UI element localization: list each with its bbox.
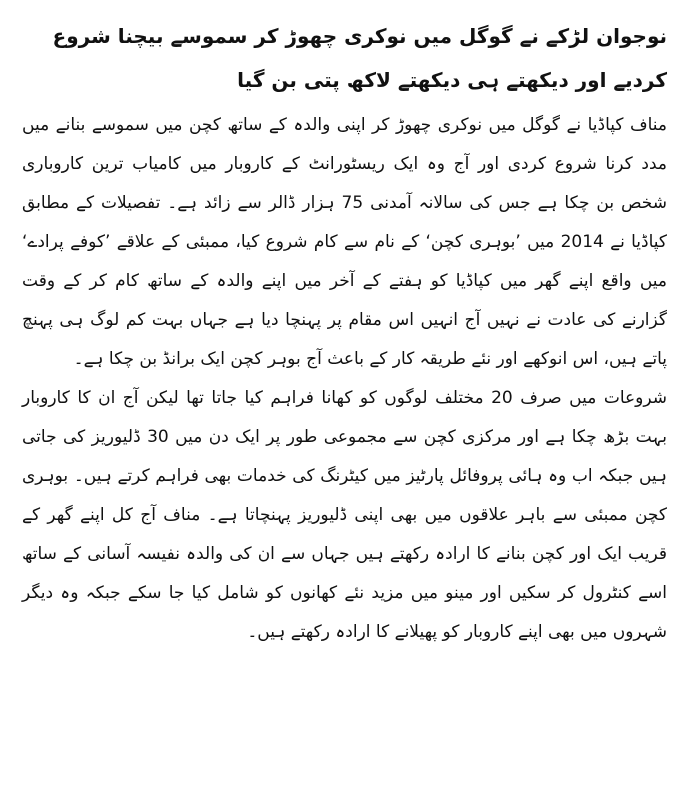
article-headline: نوجوان لڑکے نے گوگل میں نوکری چھوڑ کر سموسے بیچنا شروع کردیے اور دیکھتے ہی دیکھتے لاکھ پتی بن گیا — [52, 24, 667, 92]
article-paragraph-2: شروعات میں صرف 20 مختلف لوگوں کو کھانا فراہم کیا جاتا تھا لیکن آج ان کا کاروبار بہت بڑھ چکا ہے اور مرکزی کچن سے مجموعی طور پر ایک دن میں 30 ڈلیوریز کی جاتی ہیں جبکہ اب وہ ہائی پروفائل پارٹیز میں کیٹرنگ کی خدمات بھی فراہم کرتے ہیں۔ بوہری کچن ممبئی سے باہر علاقوں میں بھی اپنی ڈلیوریز پہنچاتا ہے۔ مناف آج کل اپنے گھر کے قریب ایک اور کچن بنانے کا ارادہ رکھتے ہیں جہاں سے ان کی والدہ نفیسہ آسانی کے ساتھ اسے کنٹرول کر سکیں اور مینو میں مزید نئے کھانوں کو شامل کیا جا سکے جبکہ وہ دیگر شہروں میں بھی اپنے کاروبار کو پھیلانے کا ارادہ رکھتے ہیں۔ — [22, 388, 667, 642]
article-paragraph-1: مناف کپاڈیا نے گوگل میں نوکری چھوڑ کر اپنی والدہ کے ساتھ کچن میں سموسے بنانے میں مدد کرنا شروع کردی اور آج وہ ایک ریسٹورانٹ کے کاروبار میں کامیاب ترین کاروباری شخص بن چکا ہے جس کی سالانہ آمدنی 75 ہزار ڈالر سے زائد ہے۔ تفصیلات کے مطابق کپاڈیا نے 2014 میں ’بوہری کچن‘ کے نام سے کام شروع کیا، ممبئی کے علاقے ’کوفے پرادے‘ میں واقع اپنے گھر میں کپاڈیا کو ہفتے کے آخر میں اپنے والدہ کے ساتھ کام کر کے وقت گزارنے کی عادت نے نہیں آج انہیں اس مقام پر پہنچا دیا ہے جہاں بہت کم لوگ ہی پہنچ پاتے ہیں، اس انوکھے اور نئے طریقہ کار کے باعث آج بوہر کچن ایک برانڈ بن چکا ہے۔ — [22, 115, 668, 369]
